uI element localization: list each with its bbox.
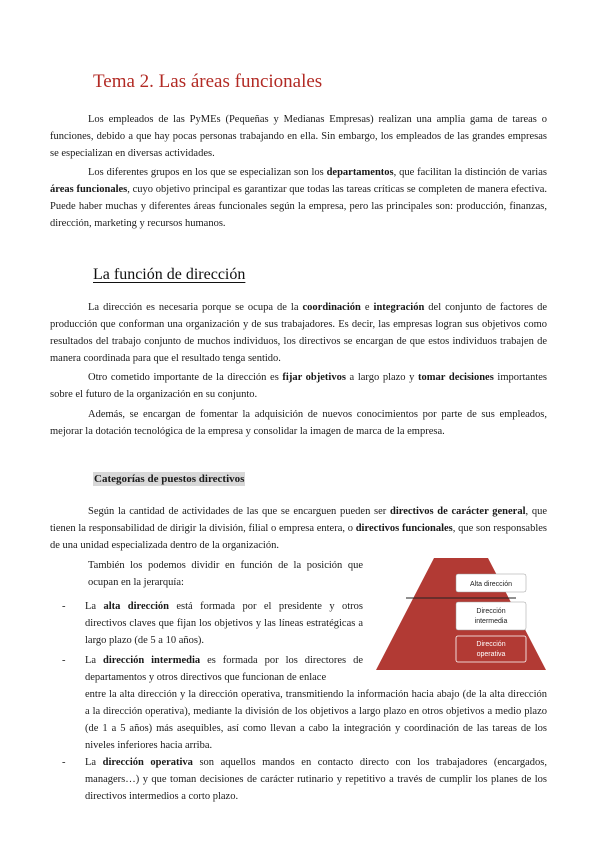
page-title: Tema 2. Las áreas funcionales xyxy=(93,71,323,92)
section-paragraph-1: La dirección es necesaria porque se ocupa de la coordinación e integración del conjunto de factores de producción que conforman una organización y de sus trabajadores. Es decir, las empresas logran sus objetivos como resultados del trabajo conjunto de muchos individuos, los directivos se encargan de que estos individuos trabajen de manera coordinada para que el resultado tenga sentido. xyxy=(50,302,547,364)
bullet-marker: - xyxy=(62,655,66,666)
list-item-alta-direccion: La alta dirección está formada por el presidente y otros directivos claves que fijan los objetivos y las líneas estratégicas a largo plazo (de 5 a 10 años). xyxy=(85,601,364,646)
bullet-marker: - xyxy=(62,757,66,768)
list-item-direccion-operativa: La dirección operativa son aquellos mandos en contacto directo con los trabajadores (encargados, managers…) y que toman decisiones de carácter rutinario y repetitivo a través de cumplir los planes de los directivos intermedios a corto plazo. xyxy=(85,757,547,802)
level-label-intermedia-2: intermedia xyxy=(474,618,508,625)
level-label-operativa-2: operativa xyxy=(476,651,506,658)
level-label-intermedia-1: Dirección xyxy=(476,608,506,615)
hierarchy-intro: También los podemos dividir en función de la posición que ocupan en la jerarquía: xyxy=(88,560,363,588)
level-box-intermedia xyxy=(456,602,526,630)
intro-paragraph-2: Los diferentes grupos en los que se especializan son los departamentos, que facilitan la distinción de varias áreas funcionales, cuyo objetivo principal es garantizar que todas las tareas críticas se completen de manera efectiva. Puede haber muchas y diferentes áreas funcionales según la empresa, pero las principales son: producción, finanzas, dirección, marketing y recursos humanos. xyxy=(50,167,547,229)
subsection-paragraph-1: Según la cantidad de actividades de las que se encarguen pueden ser directivos de carácter general, que tienen la responsabilidad de dirigir la división, filial o empresa entera, o directivos funcionales, que son responsables de una unidad especializada dentro de la organización. xyxy=(50,506,547,551)
section-heading: La función de dirección xyxy=(93,266,246,283)
hierarchy-pyramid-diagram xyxy=(376,556,546,670)
list-item-direccion-intermedia: La dirección intermedia es formada por los directores de departamentos y otros directivos que funcionan de enlace xyxy=(85,655,363,683)
level-box-operativa xyxy=(456,636,526,662)
list-item-direccion-intermedia-continued: entre la alta dirección y la dirección operativa, transmitiendo la información hacia abajo (de la alta dirección a la dirección operativa), mediante la división de los objetivos a largo plazo en otros objetivos a medio plazo (de 1 a 5 años) más asequibles, así como llevan a cabo la integración y coordinación de las tareas de los niveles inferiores hacia arriba. xyxy=(85,689,547,751)
subsection-heading: Categorías de puestos directivos xyxy=(94,473,245,485)
bullet-marker: - xyxy=(62,601,66,612)
level-label-alta: Alta dirección xyxy=(469,581,513,588)
level-label-operativa-1: Dirección xyxy=(476,641,506,648)
intro-paragraph-1: Los empleados de las PyMEs (Pequeñas y Medianas Empresas) realizan una amplia gama de tareas o funciones, debido a que hay pocas personas trabajando en ella. Sin embargo, los empleados de las grandes empresas se especializan en diversas actividades. xyxy=(50,114,547,159)
section-paragraph-2: Otro cometido importante de la dirección es fijar objetivos a largo plazo y tomar decisiones importantes sobre el futuro de la organización en su conjunto. xyxy=(50,372,547,400)
section-paragraph-3: Además, se encargan de fomentar la adquisición de nuevos conocimientos por parte de sus empleados, mejorar la dotación tecnológica de la empresa y consolidar la imagen de marca de la empresa. xyxy=(50,409,547,437)
